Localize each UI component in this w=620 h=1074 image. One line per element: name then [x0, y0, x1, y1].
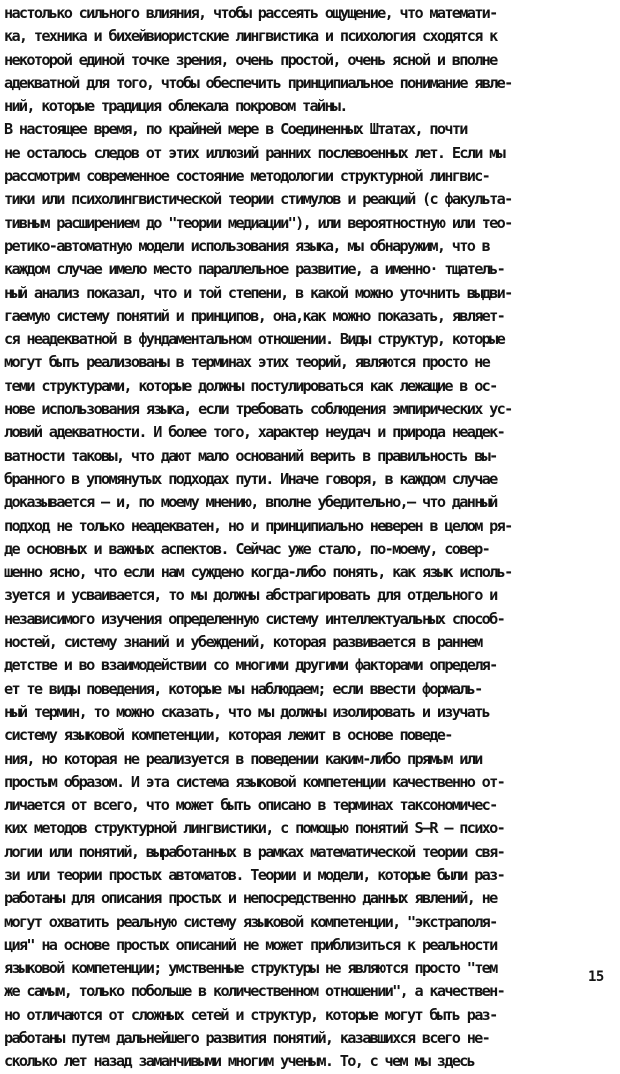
text-line: тики или психолингвистической теории стимулов и реакций (с факульта-	[4, 190, 512, 209]
text-line: ния, но которая не реализуется в поведении каким-либо прямым или	[4, 749, 482, 768]
text-line: независимого изучения определенную систему интеллектуальных способ-	[4, 609, 505, 628]
text-line: не осталось следов от этих иллюзий ранних послевоенных лет. Если мы	[4, 143, 505, 162]
text-line: ся неадекватной в фундаментальном отношении. Виды структур, которые	[4, 330, 505, 349]
text-line: могут быть реализованы в терминах этих теорий, являются просто не	[4, 353, 490, 372]
text-line: тивным расширением до "теории медиации"), или вероятностную или тео-	[4, 213, 512, 232]
text-line: шенно ясно, что если нам суждено когда-либо понять, как язык исполь-	[4, 563, 512, 582]
text-line: ка, техника и бихейвиористские лингвистика и психология сходятся к	[4, 27, 497, 46]
text-line: рассмотрим современное состояние методологии структурной лингвис-	[4, 167, 490, 186]
text-line: ный термин, то можно сказать, что мы должны изолировать и изучать	[4, 702, 490, 721]
text-line: личается от всего, что может быть описано в терминах таксономичес-	[4, 796, 497, 815]
text-line: теми структурами, которые должны постулироваться как лежащие в ос-	[4, 376, 497, 395]
text-line: бранного в упомянутых подходах пути. Иначе говоря, в каждом случае	[4, 469, 497, 488]
text-line: детстве и во взаимодействии со многими другими факторами определя-	[4, 656, 497, 675]
text-line: ет те виды поведения, которые мы наблюдаем; если ввести формаль-	[4, 679, 482, 698]
text-line: адекватной для того, чтобы обеспечить принципиальное понимание явле-	[4, 73, 512, 92]
body-text	[4, 2, 616, 1074]
text-line: сколько лет назад заманчивыми многим ученым. То, с чем мы здесь	[4, 1052, 475, 1071]
text-line: де основных и важных аспектов. Сейчас уже стало, по-моему, совер-	[4, 539, 490, 558]
text-line: систему языковой компетенции, которая лежит в основе поведе-	[4, 726, 452, 745]
page-number: 15	[588, 969, 604, 985]
text-line: гаемую систему понятий и принципов, она,как можно показать, являет-	[4, 306, 505, 325]
text-line: зи или теории простых автоматов. Теории и модели, которые были раз-	[4, 865, 505, 884]
text-line: нове использования языка, если требовать соблюдения эмпирических ус-	[4, 400, 512, 419]
text-line: простым образом. И эта система языковой компетенции качественно от-	[4, 772, 505, 791]
text-line: ватности таковы, что дают мало оснований верить в правильность вы-	[4, 446, 497, 465]
text-line: настолько сильного влияния, чтобы рассеять ощущение, что математи-	[4, 4, 497, 22]
text-line: логии или понятий, выработанных в рамках математической теории свя-	[4, 842, 505, 861]
text-line: ностей, систему знаний и убеждений, которая развивается в раннем	[4, 633, 482, 652]
text-line: ный анализ показал, что и той степени, в какой можно уточнить выдви-	[4, 283, 512, 302]
text-line: ловий адекватности. И более того, характер неудач и природа неадек-	[4, 423, 505, 442]
text-line: некоторой единой точке зрения, очень простой, очень ясной и вполне	[4, 50, 497, 69]
text-line: но отличаются от сложных сетей и структур, которые могут быть раз-	[4, 1005, 497, 1024]
text-line: доказывается – и, по моему мнению, вполне убедительно,– что данный	[4, 493, 497, 512]
text-line: зуется и усваивается, то мы должны абстрагировать для отдельного и	[4, 586, 497, 605]
text-line: ция" на основе простых описаний не может приблизиться к реальности	[4, 935, 497, 954]
text-line: работаны путем дальнейшего развития понятий, казавшихся всего не-	[4, 1029, 490, 1048]
text-line: каждом случае имело место параллельное развитие, а именно· тщатель-	[4, 260, 505, 279]
text-line: ретико-автоматную модели использования языка, мы обнаружим, что в	[4, 236, 490, 255]
text-line: могут охватить реальную систему языковой компетенции, "экстраполя-	[4, 912, 497, 931]
text-line: языковой компетенции; умственные структуры не являются просто "тем	[4, 959, 497, 978]
text-line: же самым, только побольше в количественном отношении", а качествен-	[4, 982, 505, 1001]
text-line: ний, которые традиция облекала покровом тайны.	[4, 97, 347, 116]
text-line: работаны для описания простых и непосредственно данных явлений, не	[4, 889, 497, 908]
text-line: ких методов структурной лингвистики, с помощью понятий S–R – психо-	[4, 819, 505, 838]
text-line: В настоящее время, по крайней мере в Соединенных Штатах, почти	[4, 120, 467, 139]
text-line: подход не только неадекватен, но и принципиально неверен в целом ря-	[4, 516, 512, 535]
book-page	[4, 2, 616, 1071]
